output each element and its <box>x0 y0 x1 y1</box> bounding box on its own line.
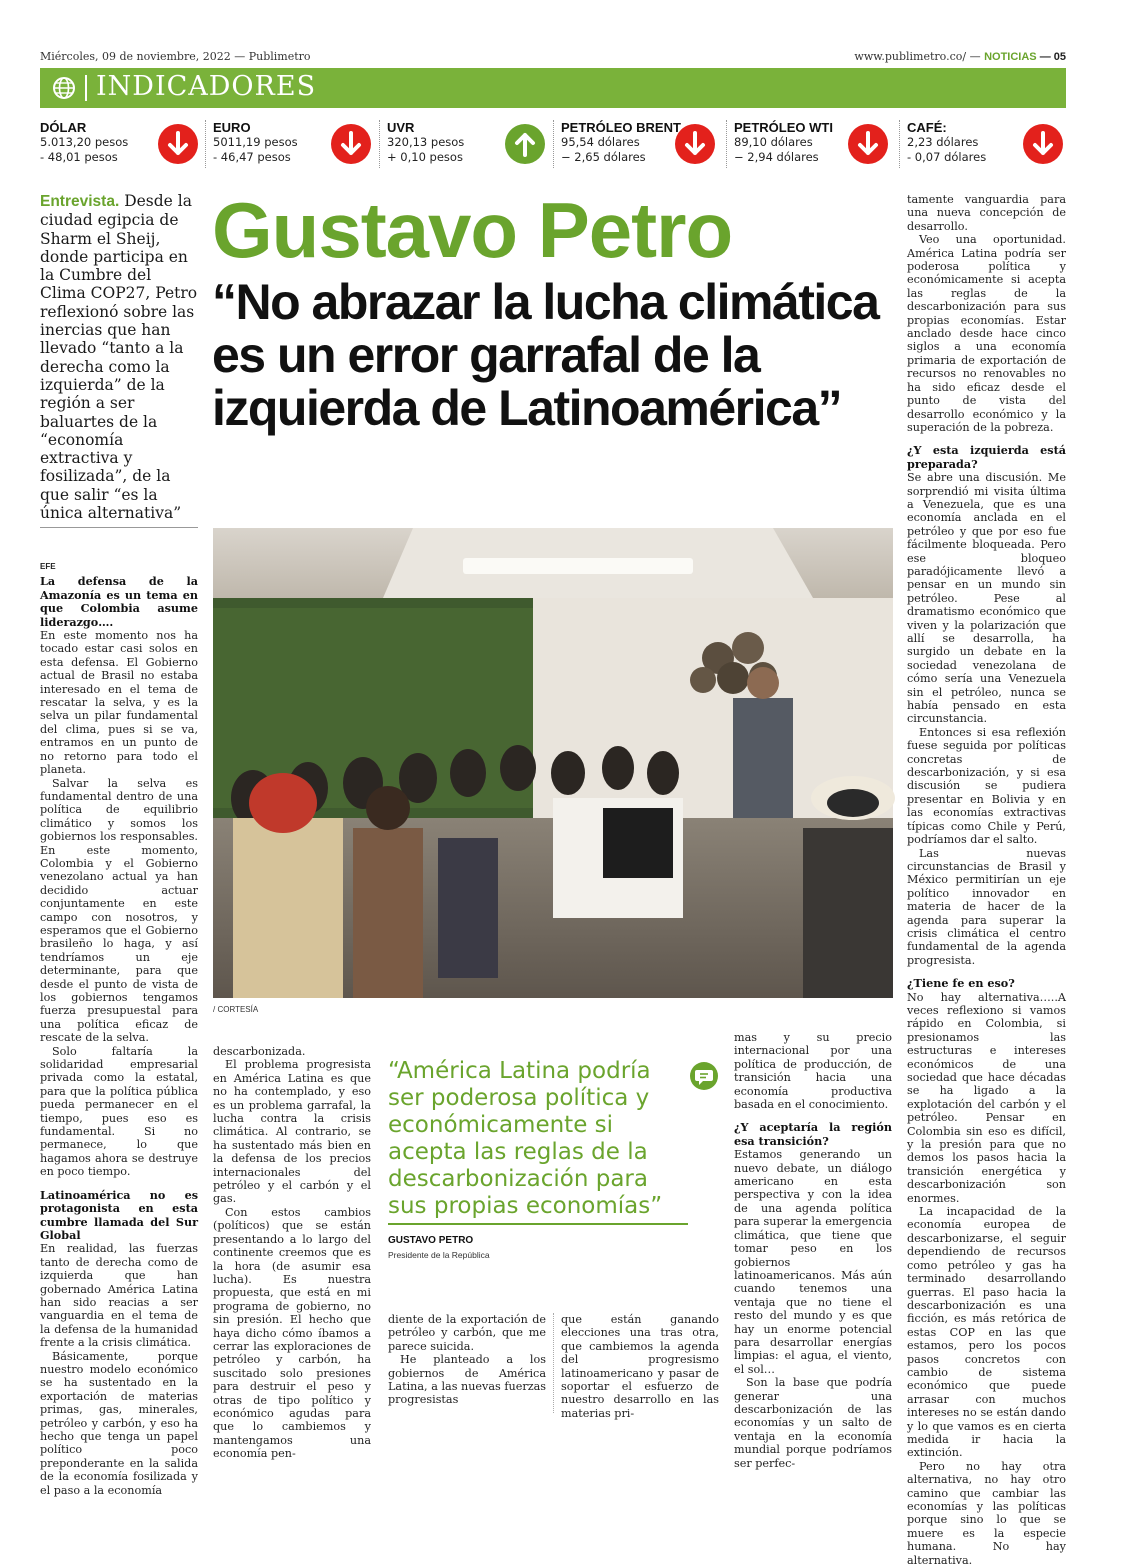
indicator-value: 5011,19 pesos <box>213 135 298 149</box>
globe-icon <box>52 76 76 100</box>
paragraph: Salvar la selva es fundamental dentro de una política de equilibrio climático y somos los gobiernos los responsables. En este momento, Colombia y el Gobierno venezolano actual ya han decidido actuar conjuntamente en este campo con nosotros, y esperamos que el Gobierno brasileño lo haga, y así tendríamos un eje determinante, para que desde el punto de vista de los gobiernos tengamos fuerza presupuestal para una política eficaz de rescate de la selva. <box>40 776 198 1045</box>
article-lead <box>40 192 198 522</box>
paragraph: descarbonizada. <box>213 1045 306 1058</box>
indicator-dolar <box>40 120 200 170</box>
lead-kicker: Entrevista. <box>40 193 120 210</box>
question-heading: ¿Y aceptaría la región esa transición? <box>734 1120 892 1148</box>
indicator-value: 320,13 pesos <box>387 135 465 149</box>
paragraph: Las nuevas circunstancias de Brasil y México permitirían un eje político innovador en materia de hacer de la agenda para superar la crisis climática el centro fundamental de la agenda progresista. <box>907 846 1066 967</box>
paragraph: tamente vanguardia para una nueva concepción de desarrollo. <box>907 193 1066 233</box>
paragraph: Pero no hay otra alternativa, no hay otro camino que cambiar las economías y las políticas porque sino lo que se muere es la especie humana. No hay alternativa. <box>907 1459 1066 1567</box>
question-heading: Latinoamérica no es protagonista en esta cumbre llamada del Sur Global <box>40 1187 198 1242</box>
article-photo <box>213 528 893 998</box>
divider <box>899 120 900 168</box>
column-3 <box>388 1313 546 1407</box>
section-name: NOTICIAS <box>984 51 1037 63</box>
paragraph: Con estos cambios (políticos) que se están presentando a lo largo del continente creemos que es la hora (de asumir esa lucha). Es nuestra propuesta, que está en mi programa de gobierno, no sin presión. El hecho que haya dicho cómo íbamos a cerrar las exploraciones de petróleo y carbón, ha suscitado solo presiones para destruir el peso y otras de tipo político y económico agudas para que lo cambiemos y mantengamos una economía pen- <box>213 1205 371 1461</box>
pull-quote-rule <box>388 1223 688 1225</box>
indicator-value: 89,10 dólares <box>734 135 813 149</box>
indicator-change: − 2,94 dólares <box>734 150 819 164</box>
question-heading: La defensa de la Amazonía es un tema en que Colombia asume liderazgo…. <box>40 574 198 629</box>
indicator-name: PETRÓLEO WTI <box>734 120 833 135</box>
indicator-name: DÓLAR <box>40 120 87 135</box>
pull-quote-author: GUSTAVO PETRO <box>388 1235 474 1246</box>
indicator-name: PETRÓLEO BRENT <box>561 120 681 135</box>
paragraph: En realidad, las fuerzas tanto de derecha como de izquierda que han gobernado América Latina han sido reacias a ser vanguardia en el tema de la defensa de la humanidad frente a la crisis climática. <box>40 1242 198 1350</box>
paragraph: Básicamente, porque nuestro modelo económico se ha sustentado en la exportación de materias primas, gas, minerales, petróleo y carbón, y eso ha hecho que tenga un papel político poco preponderante en la salida de la economía fosilizada y el paso a la economía <box>40 1349 198 1497</box>
paragraph: He planteado a los gobiernos de América Latina, a las nuevas fuerzas progresistas <box>388 1353 546 1407</box>
column-1 <box>40 560 198 1497</box>
bar-divider <box>85 75 87 101</box>
indicator-euro <box>213 120 373 170</box>
arrow-down-icon <box>158 124 198 164</box>
question-heading: ¿Y esta izquierda está preparada? <box>907 443 1066 471</box>
arrow-down-icon <box>848 124 888 164</box>
column-4 <box>561 1313 719 1420</box>
paragraph: Estamos generando un nuevo debate, un diálogo americano en esta perspectiva y con la idea de una agenda política para superar la emergencia climática, que tiene que tomar peso en los gobiernos latinoamericanos. Más aún cuando tenemos una ventaja que no tiene el resto del mundo y es que hay un enorme potencial para desarrollar energías limpias: el agua, el viento, el sol… <box>734 1148 892 1376</box>
paragraph: que están ganando elecciones una tras otra, que cambiemos la agenda del progresismo latinoamericano y pasar de soportar el esfuerzo de nuestro desarrollo en las materias pri- <box>561 1313 719 1420</box>
indicator-change: − 2,65 dólares <box>561 150 646 164</box>
paragraph: mas y su precio internacional por una política de producción, de transición hacia una economía productiva basada en el conocimiento. <box>734 1031 892 1112</box>
paragraph: Solo faltaría la solidaridad empresarial privada como la estatal, para que la política pública pueda permanecer en el tiempo, pues eso es fundamental. Si no permanece, lo que hagamos ahora se destruye en poco tiempo. <box>40 1044 198 1179</box>
indicator-wti <box>734 120 894 170</box>
pull-quote <box>388 1058 688 1260</box>
pull-quote-role: Presidente de la República <box>388 1250 490 1260</box>
column-6 <box>907 193 1066 1567</box>
column-2 <box>213 1045 371 1461</box>
paragraph: Son la base que podría generar una descarbonización de las economías y un salto de ventaja en la economía mundial porque podríamos ser perfec- <box>734 1376 892 1470</box>
divider <box>726 120 727 168</box>
pull-quote-text: “América Latina podría ser poderosa política y económicamente si acepta las reglas de la descarbonización para sus propias economías” <box>388 1058 663 1219</box>
headline-name: Gustavo Petro <box>212 186 733 274</box>
paragraph: Se abre una discusión. Me sorprendió mi visita última a Venezuela, que es una economía anclada en el petróleo y que por eso fue fácilmente bloqueada. Pero ese bloqueo paradójicamente llevó a pensar en un mundo sin petróleo. Pese al dramatismo económico que viven y la polarización que allí se desarrolla, ha surgido un debate en la sociedad venezolana de cómo sería una Venezuela sin el petróleo, nunca se había pensado en esta circunstancia. <box>907 471 1066 726</box>
paragraph: La incapacidad de la economía europea de descarbonizarse, el seguir dependiendo de recursos como petróleo y gas ha terminado desarrollando guerras. El paso hacia la descarbonización es una ficción, es más retórica de estas COP en las que estamos, pero los pocos pasos concretos con cambio de sistema económico que puede arrasar con muchos intereses no se están dando y lo que vamos es en cierta medida ir hacia la extinción. <box>907 1205 1066 1460</box>
lead-text: Desde la ciudad egipcia de Sharm el Sheij, donde participa en la Cumbre del Clima COP27, Petro reflexionó sobre las inercias que han llevado “tanto a la derecha como la izquierda” de la región a ser baluartes de la “economía extractiva y fosilizada”, de la que salir “es la única alternativa” <box>40 192 198 523</box>
bar-title: INDICADORES <box>96 71 317 102</box>
paragraph: El problema progresista en América Latina es que no ha contemplado, y eso es un problema garrafal, la lucha contra la crisis climática. Al contrario, se ha sustentado más bien en la defensa de los precios internacionales del petróleo y el carbón y el gas. <box>213 1058 371 1206</box>
paragraph: diente de la exportación de petróleo y carbón, que me parece suicida. <box>388 1313 546 1353</box>
indicator-change: + 0,10 pesos <box>387 150 463 164</box>
indicator-change: - 46,47 pesos <box>213 150 291 164</box>
photo-credit: / CORTESÍA <box>213 1005 259 1014</box>
arrow-down-icon <box>675 124 715 164</box>
indicator-change: - 48,01 pesos <box>40 150 118 164</box>
question-heading: ¿Tiene fe en eso? <box>907 976 1015 991</box>
indicators-bar <box>40 68 1066 108</box>
paragraph: Veo una oportunidad. América Latina podría ser poderosa política y económicamente si acepta las reglas de la descarbonización para sus propias economías. Estar anclado desde hace cinco siglos a una economía primaria de exportación de recursos no renovables no ha sido eficaz desde el punto de vista del desarrollo económico y la superación de la pobreza. <box>907 233 1066 434</box>
indicator-value: 95,54 dólares <box>561 135 640 149</box>
indicator-value: 2,23 dólares <box>907 135 979 149</box>
paragraph: Entonces si esa reflexión fuese seguida por políticas concretas de descarbonización, y si esa discusión se pudiera presentar en Bolivia y en las economías extractivas típicas como Chile y Perú, podríamos dar el salto. <box>907 725 1066 847</box>
source-label: EFE <box>40 562 56 571</box>
indicator-name: CAFÉ: <box>907 120 947 135</box>
divider <box>553 1313 554 1413</box>
indicator-name: EURO <box>213 120 251 135</box>
site-url[interactable]: www.publimetro.co/ — <box>854 50 985 63</box>
headline-quote: “No abrazar la lucha climática es un error garrafal de la izquierda de Latinoamérica” <box>212 274 879 436</box>
paragraph: En este momento nos ha tocado estar casi solos en esta defensa. El Gobierno actual de Brasil no estaba interesado en el tema de rescatar la selva, y es la selva un pilar fundamental del clima, pues si se va, entramos en un punto de no retorno para todo el planeta. <box>40 629 198 777</box>
divider <box>379 120 380 168</box>
indicator-value: 5.013,20 pesos <box>40 135 129 149</box>
paragraph: No hay alternativa…..A veces reflexiono si vamos rápido en Colombia, si presionamos las estructuras e intereses económicos de una sociedad que hace décadas se ha ligado a la explotación del carbón y el petróleo. Pensar en Colombia sin eso es difícil, y la presión para que no demos los pasos hacia la transición energética y descarbonización son enormes. <box>907 990 1066 1205</box>
indicator-uvr <box>387 120 547 170</box>
page-number: — 05 <box>1036 51 1066 63</box>
arrow-down-icon <box>331 124 371 164</box>
lead-divider <box>40 527 198 528</box>
dateline: Miércoles, 09 de noviembre, 2022 — Publimetro <box>40 50 311 63</box>
indicator-cafe <box>907 120 1066 170</box>
page-header <box>40 50 1066 66</box>
indicator-change: - 0,07 dólares <box>907 150 987 164</box>
divider <box>553 120 554 168</box>
divider <box>205 120 206 168</box>
column-5 <box>734 1031 892 1470</box>
section-info <box>854 50 1066 63</box>
arrow-up-icon <box>505 124 545 164</box>
indicator-name: UVR <box>387 120 415 135</box>
chat-bubble-icon <box>690 1062 718 1090</box>
event-photo-illustration <box>213 528 893 998</box>
arrow-down-icon <box>1023 124 1063 164</box>
indicator-brent <box>561 120 721 170</box>
